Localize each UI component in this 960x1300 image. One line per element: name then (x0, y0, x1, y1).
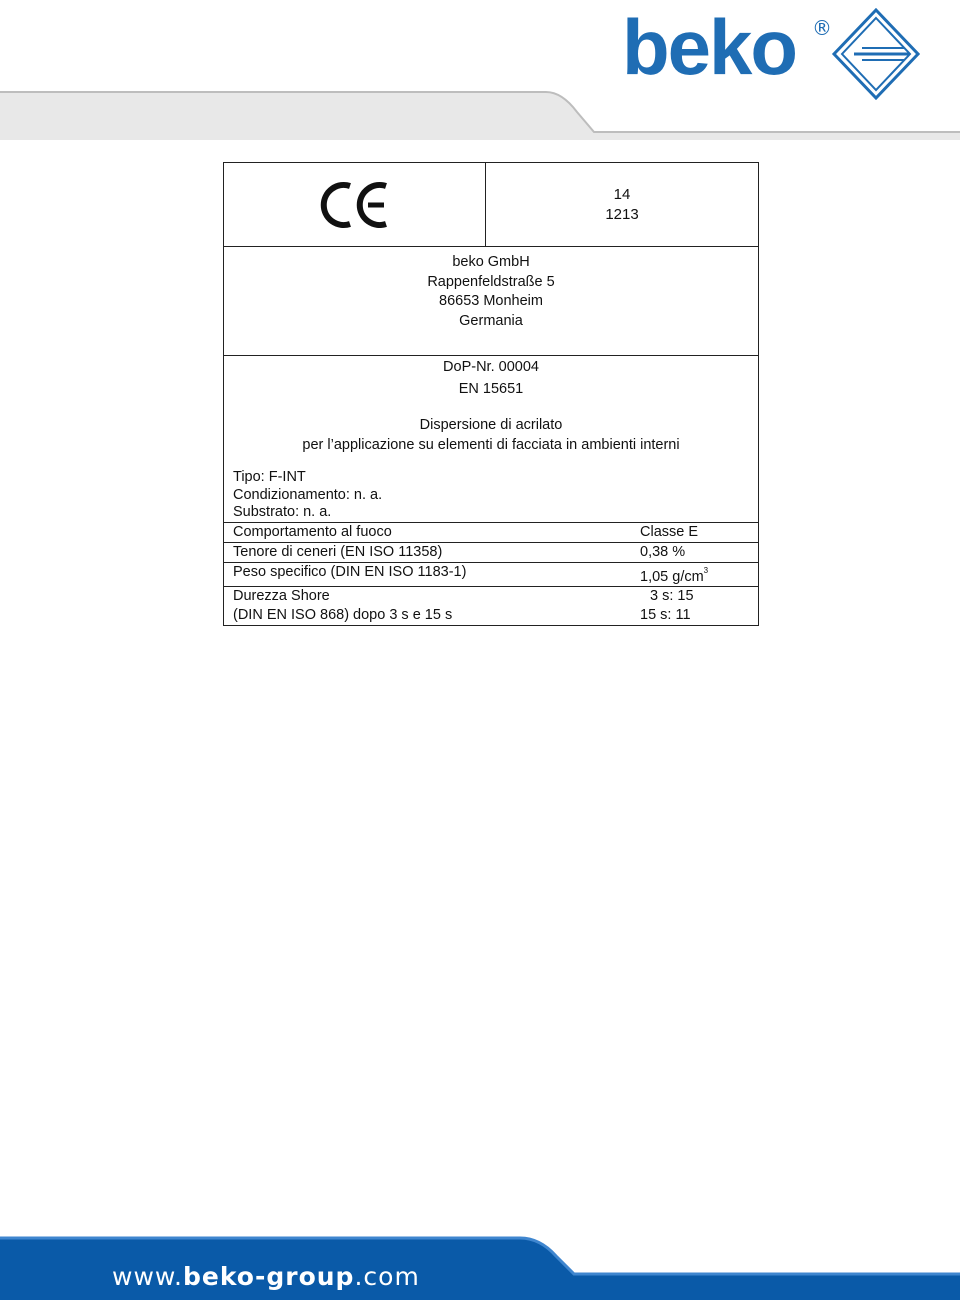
spec-type: Tipo: F-INT (233, 469, 306, 485)
body-number: 14 (613, 185, 631, 203)
density-value: 1,05 g/cm (640, 568, 704, 585)
diamond-logo-icon (830, 8, 920, 100)
property-row (224, 542, 758, 562)
body-id: 1213 (605, 205, 639, 223)
product-name: Dispersione di acrilato (419, 417, 563, 433)
company-name: beko GmbH (452, 254, 530, 270)
brand-logo: beko (622, 3, 797, 91)
shore-value-3s: 3 s: 15 (650, 588, 694, 605)
product-description (224, 415, 758, 455)
footer-url[interactable] (112, 1262, 420, 1291)
registered-mark: ® (812, 16, 832, 40)
url-domain: beko-group (183, 1262, 355, 1291)
ce-cell (224, 163, 486, 246)
shore-label: Durezza Shore (233, 588, 330, 605)
property-row (224, 586, 758, 625)
ce-row (224, 163, 758, 247)
property-value: Classe E (640, 523, 699, 540)
property-row (224, 522, 758, 542)
url-suffix: .com (354, 1262, 420, 1291)
property-value (640, 587, 758, 625)
specs-block (224, 455, 758, 522)
dop-number: DoP-Nr. 00004 (443, 359, 539, 375)
product-usage: per l’applicazione su elementi di facciata in ambienti interni (302, 437, 680, 453)
property-label: Peso specifico (DIN EN ISO 1183-1) (233, 563, 467, 580)
address-block (224, 247, 758, 355)
country: Germania (459, 312, 523, 329)
shore-label-detail: (DIN EN ISO 868) dopo 3 s e 15 s (233, 607, 453, 624)
notified-body-cell (486, 163, 758, 246)
city: 86653 Monheim (439, 293, 543, 309)
property-value: 0,38 % (640, 543, 686, 560)
spec-substrate: Substrato: n. a. (233, 504, 332, 520)
density-exponent: 3 (703, 565, 709, 575)
shore-value-15s: 15 s: 11 (640, 607, 691, 624)
property-label: Tenore di ceneri (EN ISO 11358) (233, 543, 443, 560)
standard: EN 15651 (458, 381, 524, 397)
url-prefix: www. (112, 1262, 183, 1291)
ce-mark-icon (318, 178, 392, 232)
property-label (224, 587, 640, 625)
property-label: Comportamento al fuoco (233, 523, 392, 540)
spec-conditioning: Condizionamento: n. a. (233, 486, 383, 503)
property-value (640, 563, 758, 587)
declaration-table (223, 162, 759, 626)
dop-block (224, 355, 758, 522)
property-row (224, 562, 758, 587)
street: Rappenfeldstraße 5 (427, 273, 555, 290)
